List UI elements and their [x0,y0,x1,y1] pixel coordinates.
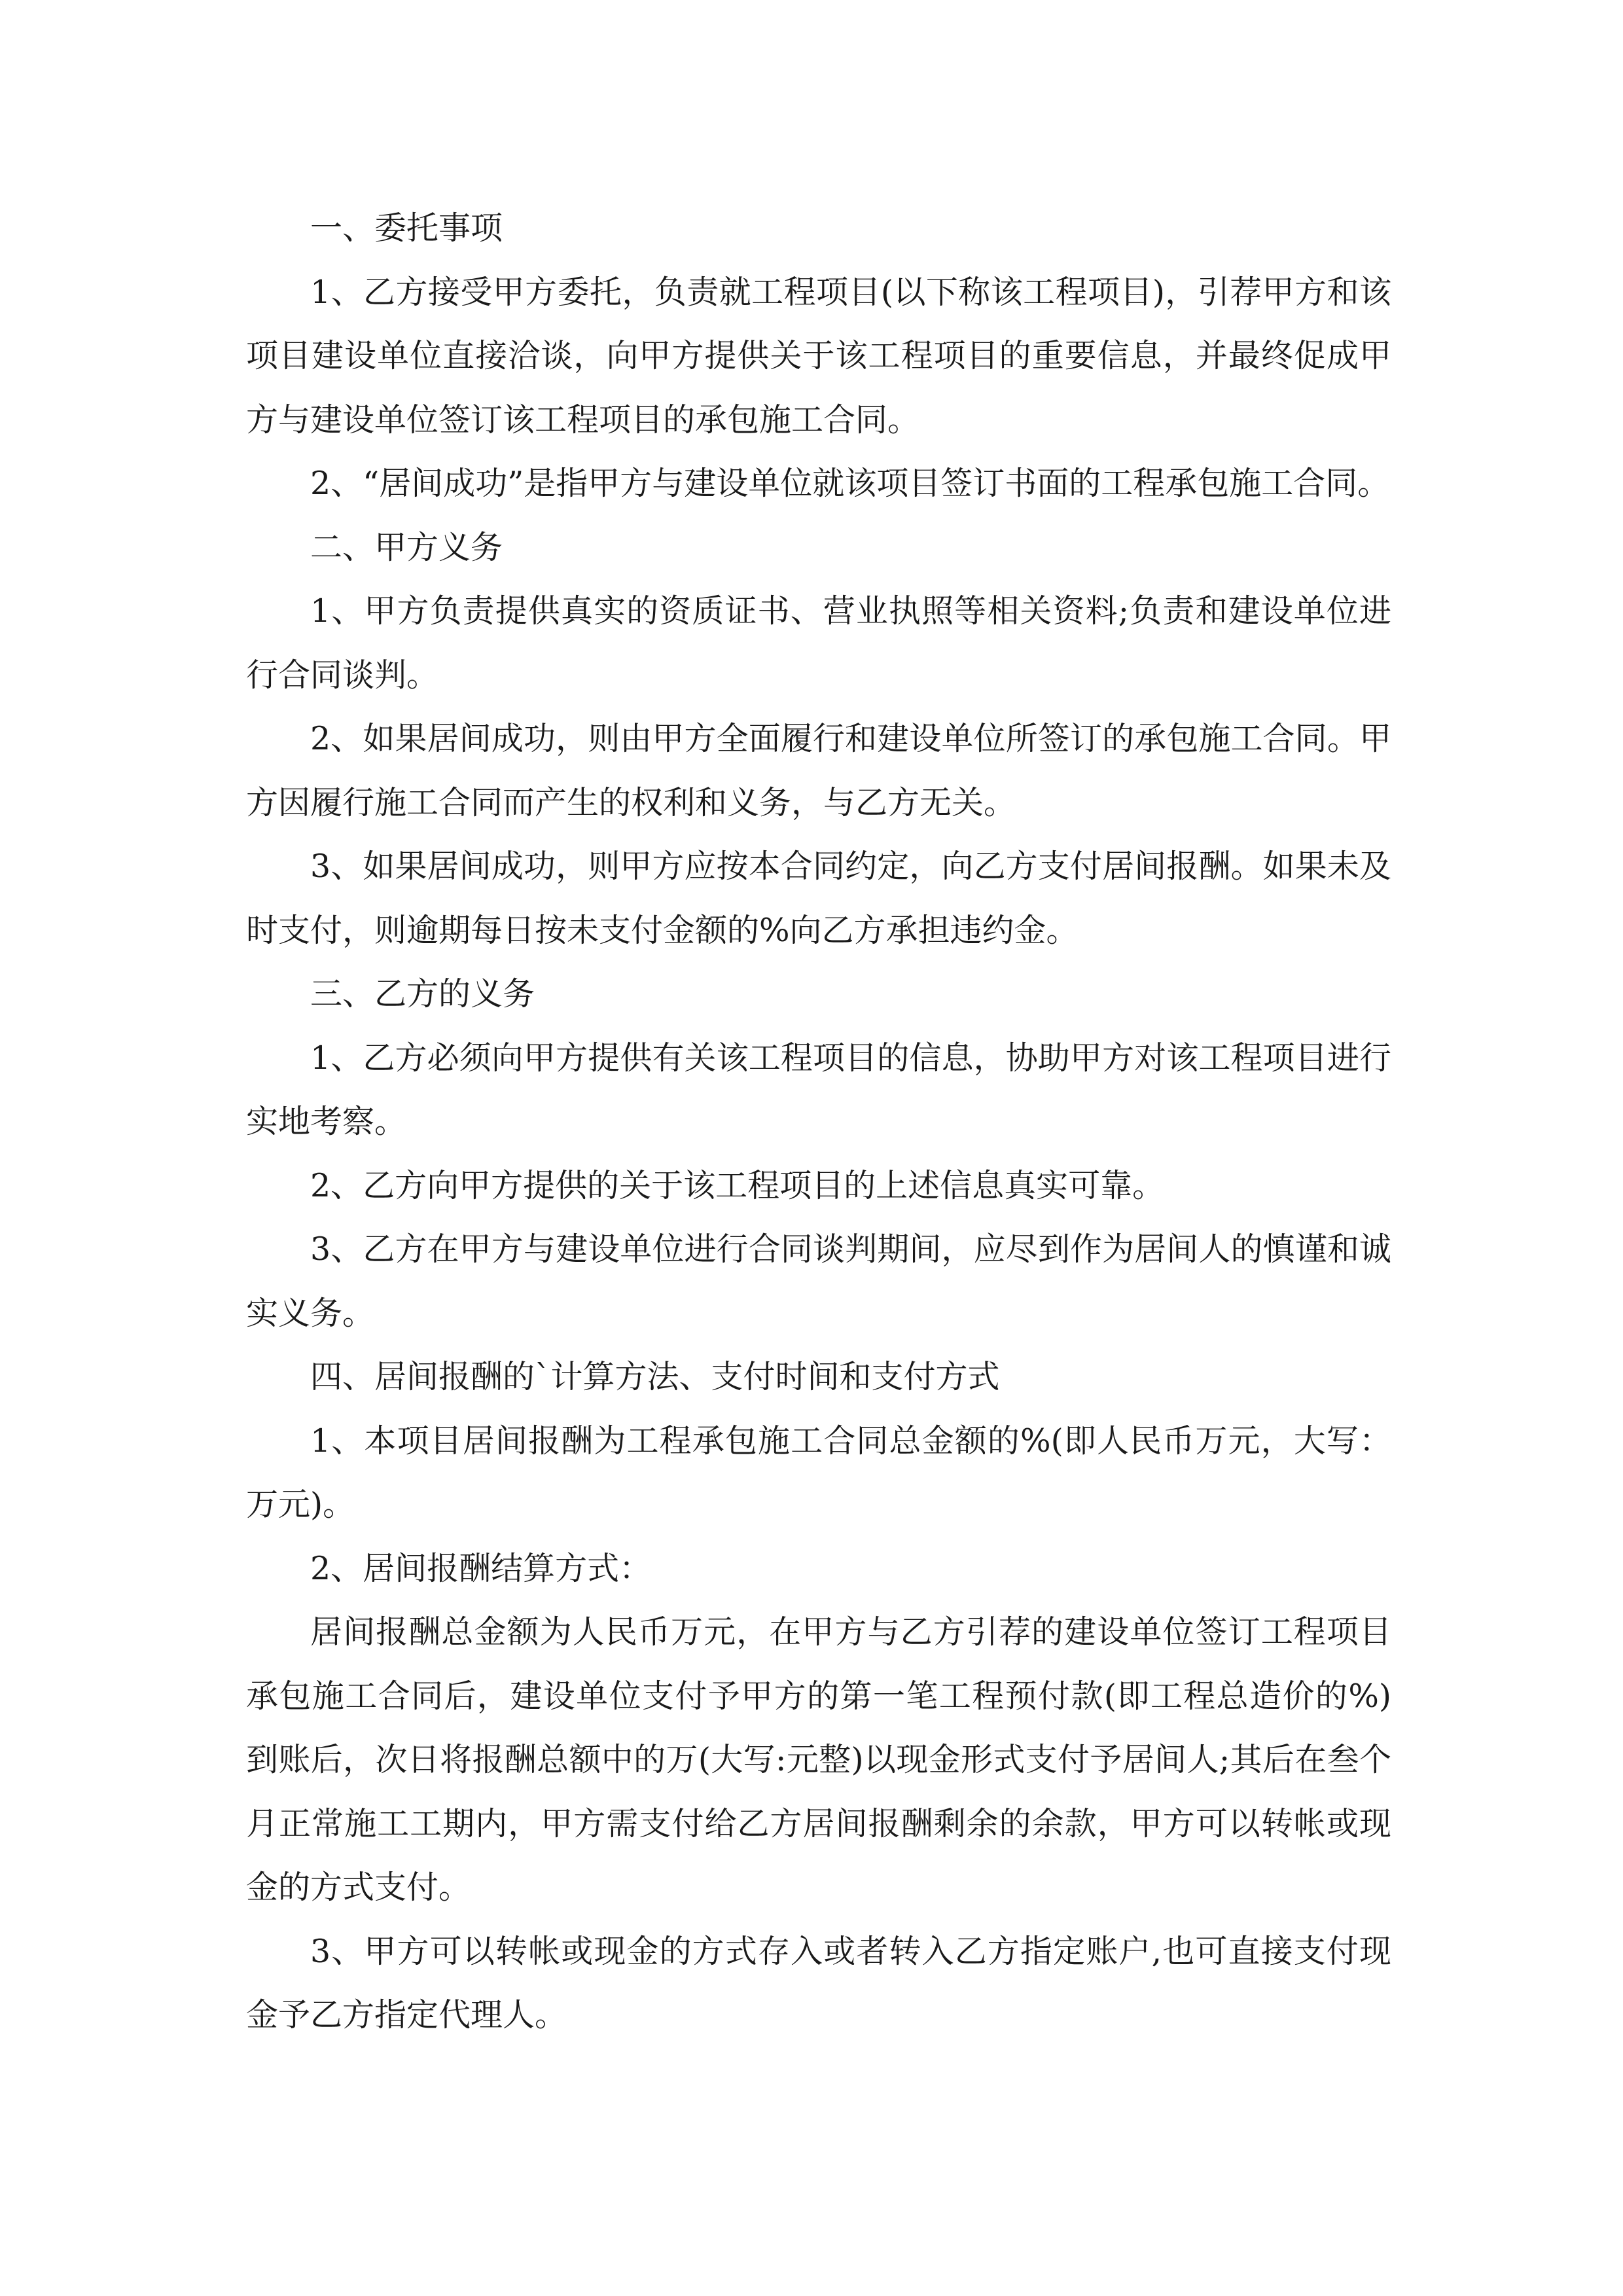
document-body [246,196,1391,2047]
section-heading-entrustment: 一、委托事项 [310,209,503,247]
section-heading-remuneration: 四、居间报酬的`计算方法、支付时间和支付方式 [310,1358,1000,1395]
section-heading-party-b-obligations: 三、乙方的义务 [310,975,535,1013]
paragraph: 1、乙方接受甲方委托，负责就工程项目(以下称该工程项目)，引荐甲方和该项目建设单位直接洽谈，向甲方提供关于该工程项目的重要信息，并最终促成甲方与建设单位签订该工程项目的承包施工合同。 [246,273,1391,439]
paragraph: 3、如果居间成功，则甲方应按本合同约定，向乙方支付居间报酬。如果未及时支付，则逾期每日按未支付金额的%向乙方承担违约金。 [246,848,1391,949]
paragraph: 2、“居间成功”是指甲方与建设单位就该项目签订书面的工程承包施工合同。 [310,465,1390,502]
paragraph: 1、乙方必须向甲方提供有关该工程项目的信息，协助甲方对该工程项目进行实地考察。 [246,1039,1391,1140]
section-heading-party-a-obligations: 二、甲方义务 [310,528,503,566]
paragraph: 1、本项目居间报酬为工程承包施工合同总金额的%(即人民币万元，大写：万元)。 [246,1422,1391,1523]
paragraph: 1、甲方负责提供真实的资质证书、营业执照等相关资料;负责和建设单位进行合同谈判。 [246,592,1391,694]
paragraph: 3、乙方在甲方与建设单位进行合同谈判期间，应尽到作为居间人的慎谨和诚实义务。 [246,1230,1391,1332]
paragraph: 2、居间报酬结算方式： [310,1549,652,1587]
paragraph: 居间报酬总金额为人民币万元，在甲方与乙方引荐的建设单位签订工程项目承包施工合同后，建设单位支付予甲方的第一笔工程预付款(即工程总造价的%)到账后，次日将报酬总额中的万(大写:元整)以现金形式支付予居间人;其后在叁个月正常施工工期内，甲方需支付给乙方居间报酬剩余的余款，甲方可以转帐或现金的方式支付。 [246,1613,1391,1906]
paragraph: 2、如果居间成功，则由甲方全面履行和建设单位所签订的承包施工合同。甲方因履行施工合同而产生的权利和义务，与乙方无关。 [246,720,1391,821]
paragraph: 3、甲方可以转帐或现金的方式存入或者转入乙方指定账户,也可直接支付现金予乙方指定代理人。 [246,1932,1391,2034]
paragraph: 2、乙方向甲方提供的关于该工程项目的上述信息真实可靠。 [310,1166,1165,1204]
